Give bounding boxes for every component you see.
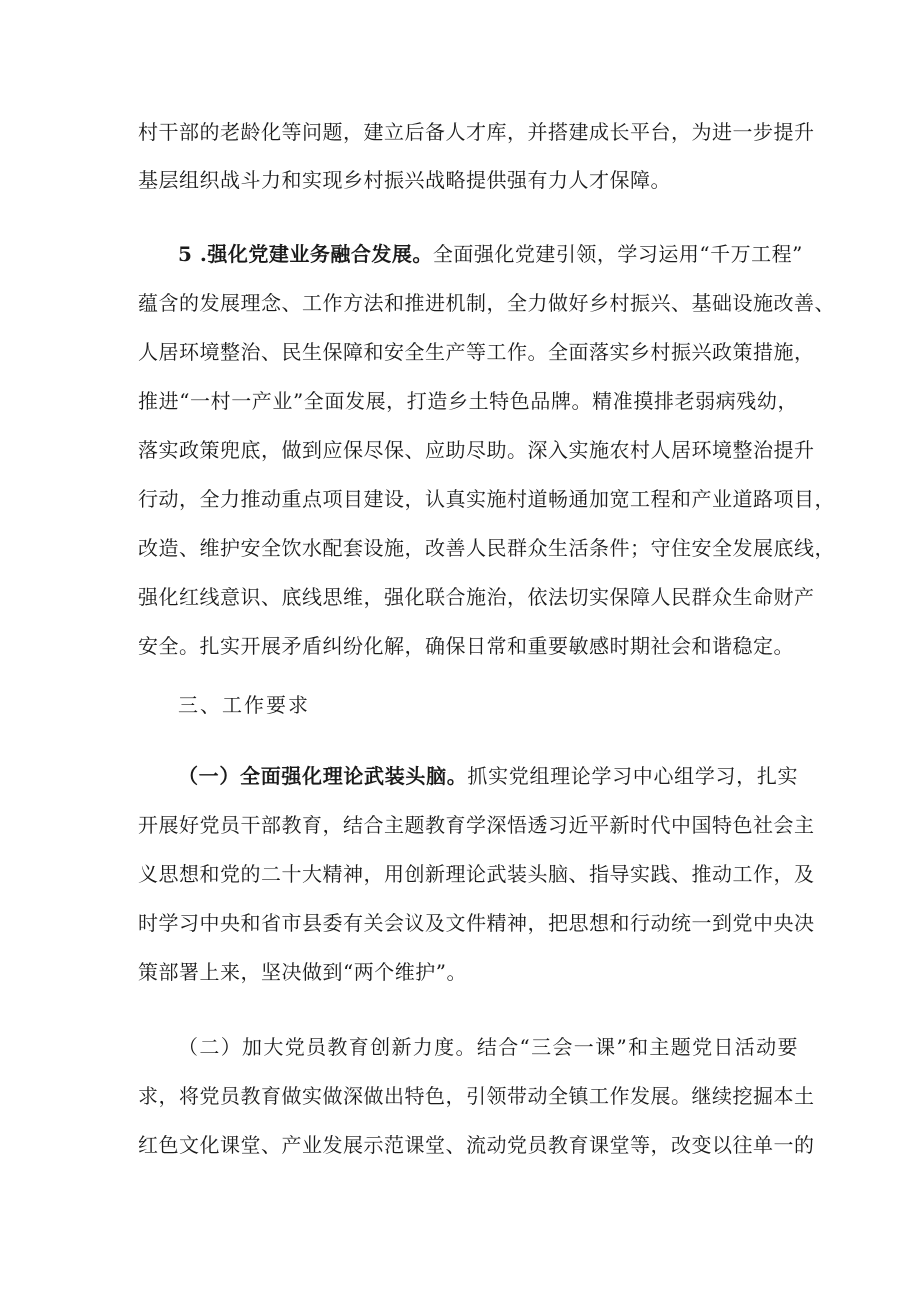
paragraph-a-lead: （一）全面强化理论武装头脑。 [178,764,468,788]
paragraph-line: 强化红线意识、底线思维，强化联合施治，依法切实保障人民群众生命财产 [138,585,815,609]
paragraph-line: 义思想和党的二十大精神，用创新理论武装头脑、指导实践、推动工作，及 [138,862,815,886]
paragraph-line: 人居环境整治、民生保障和安全生产等工作。全面落实乡村振兴政策措施， [138,340,815,364]
paragraph-line: 村干部的老龄化等问题，建立后备人才库，并搭建成长平台，为进一步提升 [138,120,815,144]
paragraph-line: 蕴含的发展理念、工作方法和推进机制，全力做好乡村振兴、基础设施改善、 [138,291,835,315]
paragraph-line: 改造、维护安全饮水配套设施，改善人民群众生活条件；守住安全发展底线， [138,536,835,560]
paragraph-line: 行动，全力推动重点项目建设，认真实施村道畅通加宽工程和产业道路项目， [138,487,835,511]
paragraph-line: 安全。扎实开展矛盾纠纷化解，确保日常和重要敏感时期社会和谐稳定。 [138,634,794,658]
paragraph-line: 开展好党员干部教育，结合主题教育学深悟透习近平新时代中国特色社会主 [138,813,815,837]
paragraph-5-first-line [178,239,803,269]
paragraph-line: 策部署上来，坚决做到“两个维护”。 [138,960,467,984]
section-heading: 三、工作要求 [178,693,310,717]
paragraph-a-first-rest: 抓实党组理论学习中心组学习，扎实 [467,764,799,788]
paragraph-line: 求，将党员教育做实做深做出特色，引领带动全镇工作发展。继续挖掘本土 [138,1084,815,1108]
paragraph-line: 红色文化课堂、产业发展示范课堂、流动党员教育课堂等，改变以往单一的 [138,1133,815,1157]
paragraph-5-lead: 5 .强化党建业务融合发展。 [178,242,433,266]
paragraph-line: 时学习中央和省市县委有关会议及文件精神，把思想和行动统一到党中央决 [138,911,815,935]
paragraph-line: 落实政策兜底，做到应保尽保、应助尽助。深入实施农村人居环境整治提升 [138,438,815,462]
paragraph-line: 基层组织战斗力和实现乡村振兴战略提供强有力人才保障。 [138,168,671,192]
paragraph-5-first-rest: 全面强化党建引领，学习运用“千万工程” [432,242,803,266]
paragraph-b-first-line: （二）加大党员教育创新力度。结合“三会一课”和主题党日活动要 [178,1035,798,1059]
paragraph-a-first-line [178,761,798,791]
paragraph-line: 推进“一村一产业”全面发展，打造乡土特色品牌。精准摸排老弱病残幼， [138,389,798,413]
